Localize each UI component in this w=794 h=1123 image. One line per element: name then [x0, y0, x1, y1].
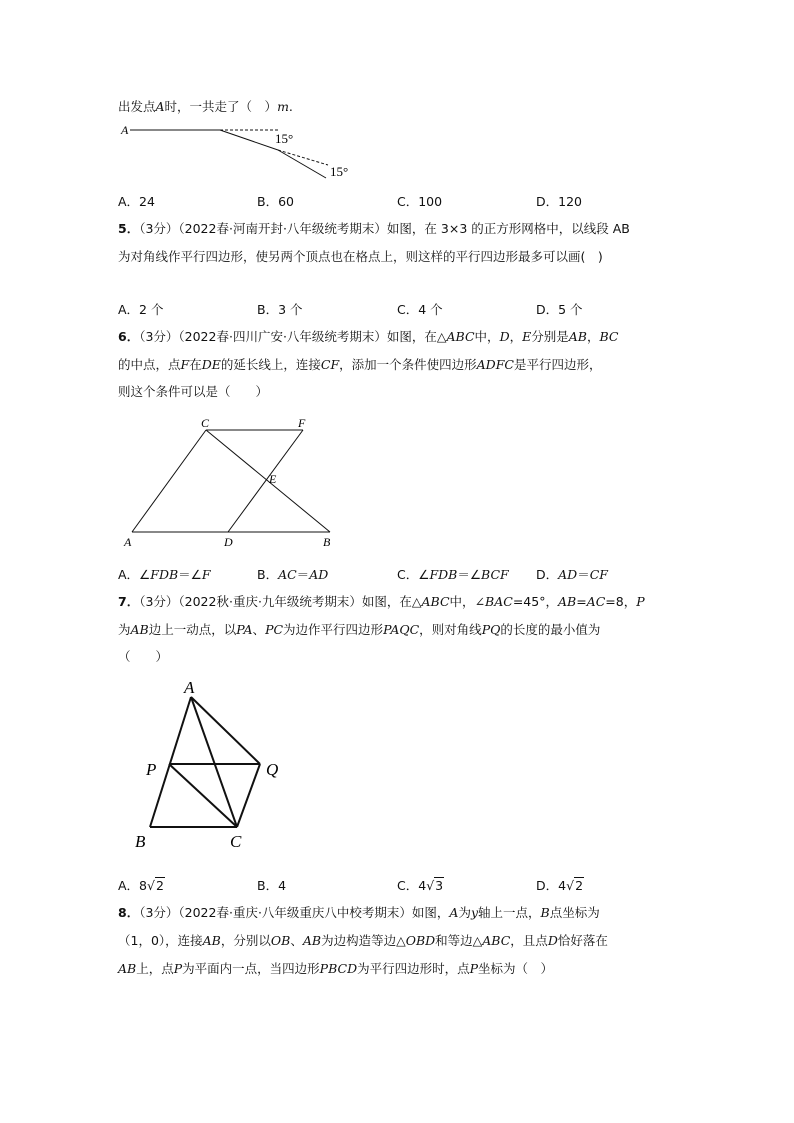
q7-label-b: B [135, 832, 146, 851]
q4-option-c[interactable]: C．100 [397, 194, 443, 209]
q6-number: 6． [118, 329, 140, 344]
q7-option-a[interactable]: A．8√2 [118, 876, 165, 896]
q6-label-c: C [201, 416, 210, 430]
q5-stem-line2: 为对角线作平行四边形，使另两个顶点也在格点上，则这样的平行四边形最多可以画( ) [118, 249, 603, 264]
q7-label-c: C [230, 832, 242, 851]
q4-option-b[interactable]: B．60 [257, 194, 294, 209]
q4-angle1-label: 15° [275, 131, 294, 146]
q6-stem-line2: 的中点，点F在DE的延长线上，连接CF，添加一个条件使四边形ADFC是平行四边形， [118, 357, 602, 372]
q7-stem-line2: 为AB边上一动点，以PA、PC为边作平行四边形PAQC，则对角线PQ的长度的最小值为 [118, 622, 601, 637]
q7-label-a: A [184, 678, 195, 697]
q8-number: 8． [118, 905, 140, 920]
sqrt-sign: √2 [147, 878, 164, 893]
q4-options [118, 192, 718, 212]
q4-path-figure [118, 120, 358, 188]
q5-number: 5． [118, 221, 140, 236]
q7-options [118, 876, 718, 896]
q7-label-p: P [146, 760, 157, 779]
q8-stem-line3: AB上，点P为平面内一点，当四边形PBCD为平行四边形时，点P坐标为（ ） [118, 961, 554, 976]
q6-option-b[interactable]: B．AC＝AD [257, 567, 329, 582]
q6-option-a[interactable]: A．∠FDB＝∠F [118, 567, 211, 582]
q5-option-b[interactable]: B．3 个 [257, 302, 303, 317]
q5-options [118, 300, 718, 320]
q6-label-d: D [224, 535, 233, 549]
q4-option-d[interactable]: D．120 [536, 194, 582, 209]
q8-stem-line2: （1，0），连接AB，分别以OB、AB为边构造等边△OBD和等边△ABC，且点D恰好落在 [118, 933, 608, 948]
q6-label-b: B [323, 535, 331, 549]
q6-parallelogram-figure [118, 412, 348, 552]
q7-option-c[interactable]: C．4√3 [397, 876, 444, 896]
sqrt-sign: √2 [566, 878, 584, 893]
q6-option-c[interactable]: C．∠FDB＝∠BCF [397, 567, 509, 582]
q4-option-a[interactable]: A．24 [118, 194, 155, 209]
q4-point-a-label: A [121, 123, 129, 137]
q5-stem-line1: 5．（3分）（2022春·河南开封·八年级统考期末）如图，在 3×3 的正方形网格中，以线段 AB [118, 221, 630, 236]
q7-stem-line1: 7．（3分）（2022秋·重庆·九年级统考期末）如图，在△ABC中，∠BAC=45°，AB=AC=8，P [118, 594, 645, 609]
q8-stem-line1: 8．（3分）（2022春·重庆·八年级重庆八中校考期末）如图，A为y轴上一点，B点坐标为 [118, 905, 600, 920]
q7-label-q: Q [266, 760, 279, 779]
q7-option-b[interactable]: B．4 [257, 878, 287, 893]
q5-option-a[interactable]: A．2 个 [118, 302, 164, 317]
q4-stem-tail: 出发点A时，一共走了（ ）m. [118, 99, 293, 114]
q6-label-e: E [269, 472, 277, 486]
q6-stem-line1: 6．（3分）（2022春·四川广安·八年级统考期末）如图，在△ABC中，D，E分别是AB，BC [118, 329, 619, 344]
q7-number: 7． [118, 594, 140, 609]
q6-label-a: A [124, 535, 132, 549]
q6-options [118, 565, 718, 585]
q4-angle2-label: 15° [330, 164, 349, 179]
sqrt-sign: √3 [426, 878, 444, 893]
q6-option-d[interactable]: D．AD＝CF [536, 567, 608, 582]
q5-option-c[interactable]: C．4 个 [397, 302, 443, 317]
q6-stem-line3: 则这个条件可以是（ ） [118, 384, 269, 399]
q7-option-d[interactable]: D．4√2 [536, 876, 584, 896]
q6-label-f: F [298, 416, 306, 430]
q7-parallelogram-figure [128, 675, 298, 855]
q7-stem-line3: （ ） [118, 649, 169, 664]
q5-option-d[interactable]: D．5 个 [536, 302, 583, 317]
